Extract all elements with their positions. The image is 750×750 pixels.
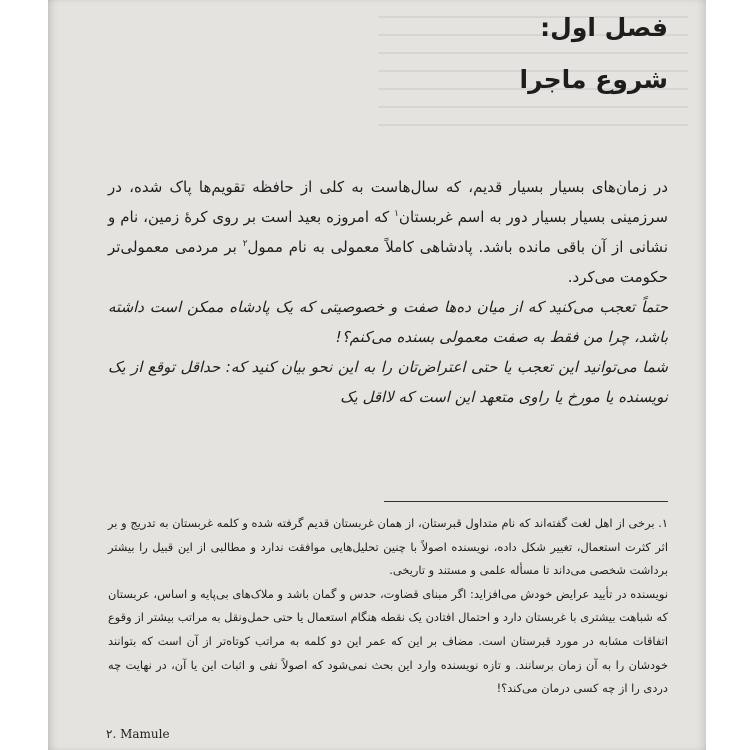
book-page [48, 0, 706, 750]
paragraph-1-part-2: که امروزه بعید است بر روی کرهٔ زمین، نام و نشانی از آن باقی مانده باشد. پادشاهی کاملاً معمولی به نام ممول [108, 208, 668, 256]
chapter-label: فصل اول: [540, 13, 668, 42]
paragraph-1-part-1: در زمان‌های بسیار بسیار قدیم، که سال‌هاست به کلی از حافظه تقویم‌ها پاک شده، در سرزمینی بسیار بسیار دور به اسم غربستان [108, 178, 668, 226]
body-text [108, 172, 668, 412]
footnote-1-continued: نویسنده در تأیید عرایض خودش می‌افزاید: اگر مبنای قضاوت، حدس و گمان باشد و ملاک‌های بی‌پایه و اساس، عربستان که شباهت بیشتری با غربستان دارد و احتمال افتادن یک نقطه هنگام استعمال یا حتی حمل‌ونقل به مراتب بیشتر از وقوع اتفاقات مشابه در مورد قبرستان است. مضاف بر این که عمر این دو کلمه به مراتب کوتاه‌تر از آن است که بتوانند خودشان را به آن زمان برسانند. و تازه نویسنده وارد این بحث نمی‌شود که اصولاً نفی و اثبات این یا آن، در نهایت چه دردی را از چه کسی درمان می‌کند؟! [108, 586, 668, 696]
footnote-1: ۱. برخی از اهل لغت گفته‌اند که نام متداول قبرستان، از همان غربستان قدیم گرفته شده و کلمه غربستان به تدریج و بر اثر کثرت استعمال، تغییر شکل داده، نویسنده اصولاً با چنین تحلیل‌هایی موافقت ندارد و مطالبی از این قبیل را بیشتر برداشت شخصی می‌داند تا مسأله علمی و مستند و تاریخی. [108, 516, 668, 578]
footnote-2: ۲. Mamule [106, 727, 170, 741]
footnote-ref-2: ۲ [242, 239, 248, 249]
paragraph-1 [108, 172, 668, 292]
chapter-heading [520, 2, 668, 106]
paragraph-1-part-3: بر مردمی معمولی‌تر حکومت می‌کرد. [108, 238, 668, 286]
paragraph-2: حتماً تعجب می‌کنید که از میان ده‌ها صفت و خصوصیتی که یک پادشاه ممکن است داشته باشد، چرا من فقط به صفت معمولی بسنده می‌کنم؟! [108, 298, 668, 346]
chapter-title: شروع ماجرا [519, 65, 668, 94]
footnotes [108, 512, 668, 701]
footnote-divider [384, 501, 668, 502]
paragraph-3: شما می‌توانید این تعجب یا حتی اعتراض‌تان را به این نحو بیان کنید که: حداقل توقع از یک نویسنده یا مورخ یا راوی متعهد این است که لااقل یک [108, 358, 668, 406]
footnote-ref-1: ۱ [394, 209, 399, 219]
